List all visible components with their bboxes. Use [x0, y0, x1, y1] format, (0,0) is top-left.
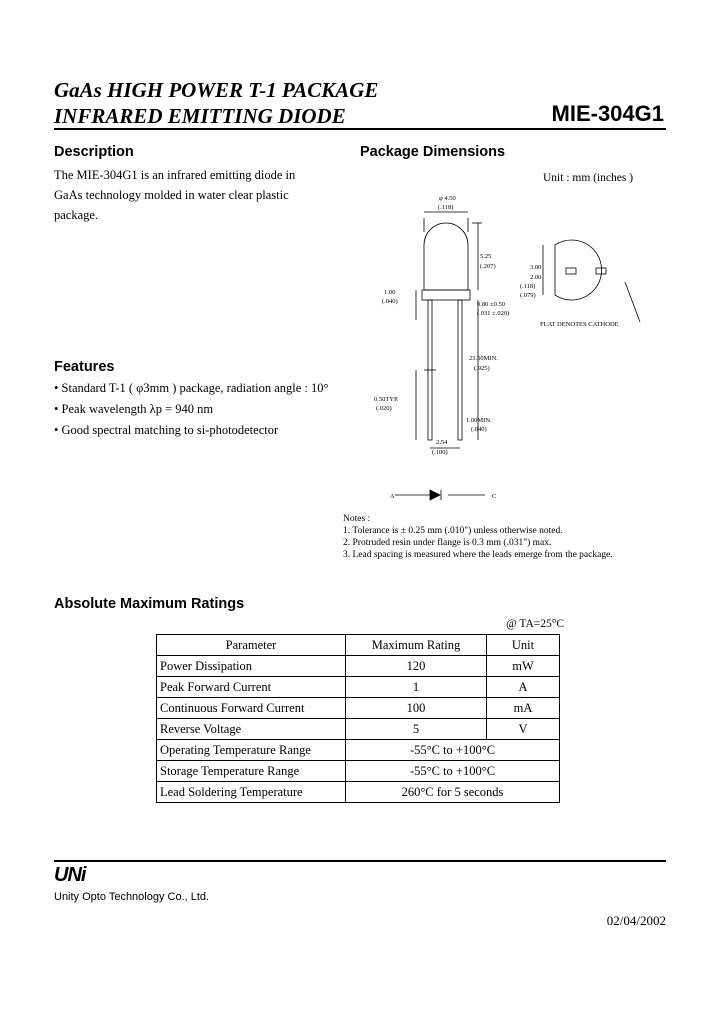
company-name: Unity Opto Technology Co., Ltd.	[54, 891, 210, 903]
feature-text: Peak wavelength λp = 940 nm	[61, 402, 214, 416]
anode-label: A	[390, 493, 395, 500]
feature-item: • Standard T-1 ( φ3mm ) package, radiation angle : 10°	[54, 381, 329, 395]
dim-lead-length-in: (.925)	[474, 365, 490, 372]
dim-height-in: (.207)	[480, 263, 496, 270]
value-cell: 5	[346, 719, 487, 740]
title-line-1: GaAs HIGH POWER T-1 PACKAGE	[54, 78, 379, 102]
unit-cell: mW	[487, 656, 560, 677]
features-heading: Features	[54, 359, 115, 375]
value-cell: 260°C for 5 seconds	[346, 782, 560, 803]
col-unit: Unit	[487, 635, 560, 656]
dim-spacing: 2.54	[436, 439, 448, 446]
value-cell: 120	[346, 656, 487, 677]
table-row	[157, 782, 560, 803]
ratings-table	[156, 634, 560, 803]
dim-flange: 1.00	[384, 289, 396, 296]
part-number: MIE-304G1	[551, 101, 664, 126]
table-row	[157, 761, 560, 782]
dim-lead-width-in: (.020)	[376, 405, 392, 412]
table-row	[157, 656, 560, 677]
notes-title: Notes :	[343, 514, 371, 524]
description-text: The MIE-304G1 is an infrared emitting diode in GaAs technology molded in water clear plastic package.	[54, 168, 296, 222]
flat-cathode-label: FLAT DENOTES CATHODE	[540, 321, 619, 328]
table-row	[157, 740, 560, 761]
param-cell: Storage Temperature Range	[157, 761, 346, 782]
cathode-label: C	[492, 493, 497, 500]
header-rule	[54, 128, 666, 130]
unit-note: Unit : mm (inches )	[543, 172, 634, 184]
value-cell: -55°C to +100°C	[346, 740, 560, 761]
dim-spacing-in: (.100)	[432, 449, 448, 456]
title-line-2: INFRARED EMITTING DIODE	[54, 104, 346, 128]
dim-protrusion-in: (.031 ±.020)	[477, 310, 510, 317]
top-view-circle	[555, 240, 602, 300]
led-body	[424, 223, 468, 290]
notes-block	[343, 513, 613, 561]
ratings-condition: @ TA=25°C	[506, 618, 564, 630]
feature-item: • Good spectral matching to si-photodetector	[54, 423, 279, 437]
param-cell: Reverse Voltage	[157, 719, 346, 740]
col-max-rating: Maximum Rating	[346, 635, 487, 656]
unit-cell: V	[487, 719, 560, 740]
table-row	[157, 698, 560, 719]
param-cell: Operating Temperature Range	[157, 740, 346, 761]
value-cell: 100	[346, 698, 487, 719]
package-heading: Package Dimensions	[360, 144, 506, 160]
package-drawing	[340, 190, 670, 510]
value-cell: 1	[346, 677, 487, 698]
dim-top-diameter-in: (.118)	[520, 283, 536, 290]
feature-text: Standard T-1 ( φ3mm ) package, radiation angle : 10°	[61, 381, 329, 395]
dim-protrusion: 0.80 ±0.50	[477, 301, 505, 308]
note-item: 1. Tolerance is ± 0.25 mm (.010") unless otherwise noted.	[343, 526, 563, 536]
param-cell: Continuous Forward Current	[157, 698, 346, 719]
value-cell: -55°C to +100°C	[346, 761, 560, 782]
footer-rule	[54, 860, 666, 862]
dim-diameter: φ 4.50	[439, 195, 456, 202]
unit-cell: mA	[487, 698, 560, 719]
feature-item: • Peak wavelength λp = 940 nm	[54, 402, 214, 416]
ratings-heading: Absolute Maximum Ratings	[54, 596, 245, 612]
dim-diameter-in: (.118)	[438, 204, 454, 211]
dim-top-flat-in: (.079)	[520, 292, 536, 299]
led-flange	[422, 290, 470, 300]
dim-flange-in: (.040)	[382, 298, 398, 305]
dim-top-flat: 2.00	[530, 274, 542, 281]
dim-height: 5.25	[480, 253, 492, 260]
param-cell: Power Dissipation	[157, 656, 346, 677]
param-cell: Lead Soldering Temperature	[157, 782, 346, 803]
table-header-row	[157, 635, 560, 656]
uni-logo: UNi	[54, 864, 86, 886]
feature-text: Good spectral matching to si-photodetector	[61, 423, 279, 437]
dim-lead-min-in: (.040)	[471, 426, 487, 433]
note-item: 3. Lead spacing is measured where the leads emerge from the package.	[343, 550, 613, 560]
unit-cell: A	[487, 677, 560, 698]
dim-lead-min: 1.00MIN.	[466, 417, 492, 424]
table-row	[157, 677, 560, 698]
param-cell: Peak Forward Current	[157, 677, 346, 698]
table-row	[157, 719, 560, 740]
doc-date: 02/04/2002	[606, 913, 666, 928]
dim-lead-length: 23.50MIN.	[469, 355, 498, 362]
col-parameter: Parameter	[157, 635, 346, 656]
description-heading: Description	[54, 144, 134, 160]
dim-lead-width: 0.50TYP.	[374, 396, 399, 403]
dim-top-diameter: 3.00	[530, 264, 542, 271]
note-item: 2. Protruded resin under flange is 0.3 mm (.031") max.	[343, 538, 552, 548]
